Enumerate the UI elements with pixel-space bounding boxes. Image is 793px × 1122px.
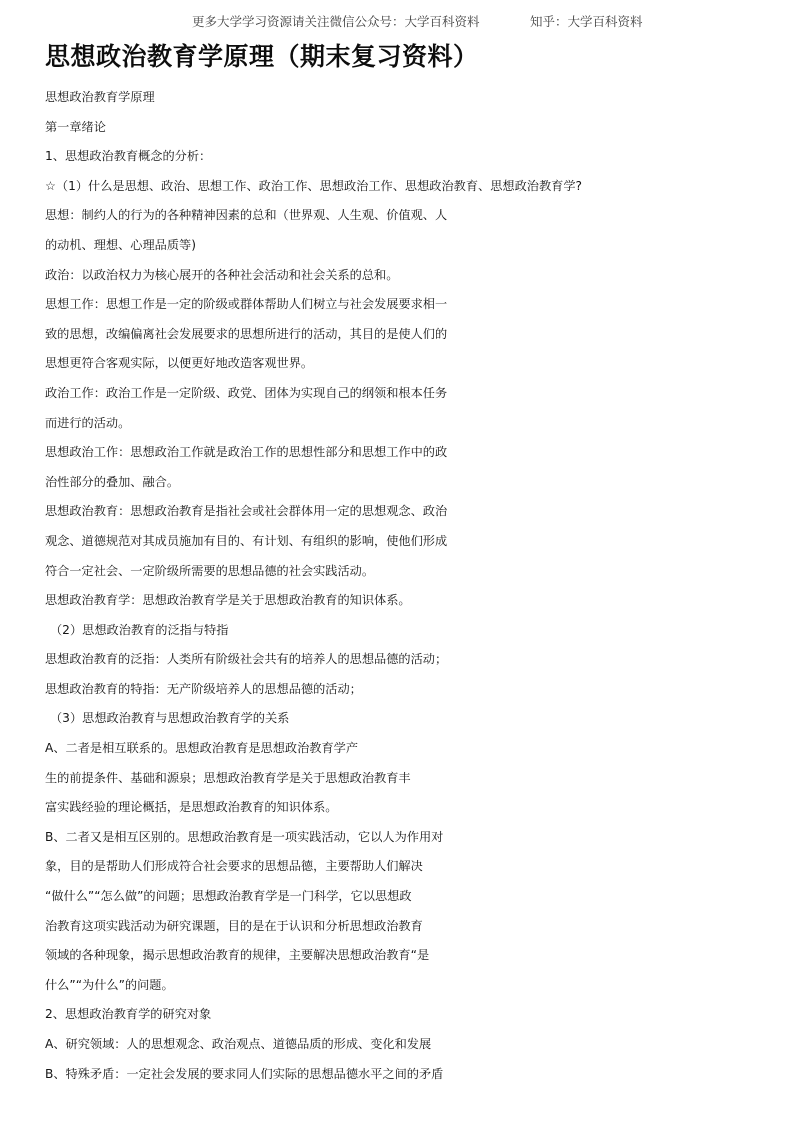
text-line: 生的前提条件、基础和源泉；思想政治教育学是关于思想政治教育丰 [45, 770, 411, 785]
text-line: 思想政治教育的泛指：人类所有阶级社会共有的培养人的思想品德的活动； [45, 652, 448, 667]
subsection-heading: （2）思想政治教育的泛指与特指 [50, 622, 229, 637]
text-line: 象，目的是帮助人们形成符合社会要求的思想品德，主要帮助人们解决 [45, 859, 423, 874]
question-line: ☆（1）什么是思想、政治、思想工作、政治工作、思想政治工作、思想政治教育、思想政治教育学? [45, 178, 583, 193]
text-line: 治性部分的叠加、融合。 [45, 474, 180, 489]
header-zhihu-notice: 知乎：大学百科资料 [530, 14, 643, 29]
text-line: B、特殊矛盾：一定社会发展的要求同人们实际的思想品德水平之间的矛盾 [45, 1066, 444, 1081]
text-line: 的动机、理想、心理品质等) [45, 237, 197, 252]
text-line: 领域的各种现象，揭示思想政治教育的规律，主要解决思想政治教育“是 [45, 948, 430, 963]
text-line: 思想政治教育学原理 [45, 90, 155, 104]
text-line: 富实践经验的理论概括，是思想政治教育的知识体系。 [45, 800, 338, 815]
text-line: 政治：以政治权力为核心展开的各种社会活动和社会关系的总和。 [45, 267, 399, 282]
text-line: 思想政治教育：思想政治教育是指社会或社会群体用一定的思想观念、政治 [45, 504, 448, 519]
text-line: 思想工作：思想工作是一定的阶级或群体帮助人们树立与社会发展要求相一 [45, 297, 448, 312]
text-line: 致的思想，改编偏离社会发展要求的思想所进行的活动，其目的是使人们的 [45, 326, 448, 341]
text-line: B、二者又是相互区别的。思想政治教育是一项实践活动，它以人为作用对 [45, 829, 444, 844]
text-line: 思想政治教育学：思想政治教育学是关于思想政治教育的知识体系。 [45, 593, 411, 608]
text-line: 思想：制约人的行为的各种精神因素的总和（世界观、人生观、价值观、人 [45, 208, 448, 223]
text-line: 治教育这项实践活动为研究课题，目的是在于认识和分析思想政治教育 [45, 918, 423, 933]
text-line: 什么”“为什么”的问题。 [45, 977, 174, 992]
chapter-heading: 第一章绪论 [45, 119, 106, 134]
text-line: “做什么”“怎么做”的问题；思想政治教育学是一门科学，它以思想政 [45, 889, 412, 904]
section-heading: 2、思想政治教育学的研究对象 [45, 1007, 212, 1022]
subsection-heading: （3）思想政治教育与思想政治教育学的关系 [50, 711, 290, 726]
text-line: 观念、道德规范对其成员施加有目的、有计划、有组织的影响，使他们形成 [45, 533, 448, 548]
text-line: 思想更符合客观实际，以便更好地改造客观世界。 [45, 356, 314, 371]
document-title: 思想政治教育学原理（期末复习资料） [45, 42, 479, 71]
text-line: A、研究领域：人的思想观念、政治观点、道德品质的形成、变化和发展 [45, 1037, 432, 1051]
text-line: 思想政治教育的特指：无产阶级培养人的思想品德的活动； [45, 681, 362, 696]
text-line: A、二者是相互联系的。思想政治教育是思想政治教育学产 [45, 741, 359, 756]
section-heading: 1、思想政治教育概念的分析： [45, 149, 212, 164]
page-header [0, 12, 793, 32]
header-wechat-notice: 更多大学学习资源请关注微信公众号：大学百科资料 [192, 14, 480, 29]
text-line: 思想政治工作：思想政治工作就是政治工作的思想性部分和思想工作中的政 [45, 445, 448, 460]
document-body [45, 88, 765, 1094]
text-line: 而进行的活动。 [45, 415, 131, 430]
text-line: 政治工作：政治工作是一定阶级、政党、团体为实现自己的纲领和根本任务 [45, 385, 448, 400]
text-line: 符合一定社会、一定阶级所需要的思想品德的社会实践活动。 [45, 563, 375, 578]
